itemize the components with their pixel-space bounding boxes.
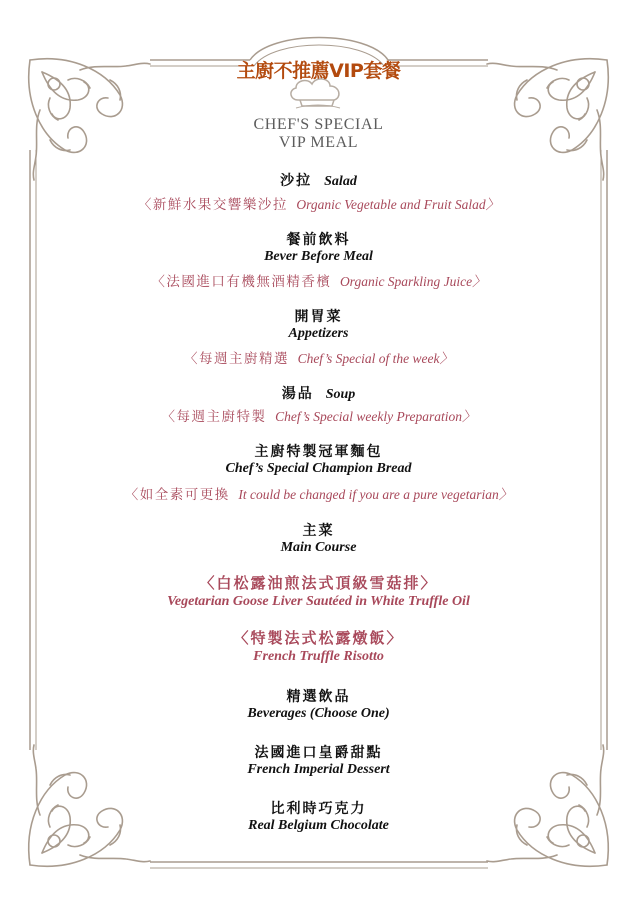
course-soup-en: Soup xyxy=(325,387,356,402)
course-dessert-en: French Imperial Dessert xyxy=(247,762,390,777)
course-appetizers-note-en: Chef’s Special of the week〉 xyxy=(297,351,454,366)
course-beverage-en: Bever Before Meal xyxy=(264,249,373,264)
course-salad-note-en: Organic Vegetable and Fruit Salad〉 xyxy=(296,197,500,212)
course-beverage-note-zh: 〈法國進口有機無酒精香檳 xyxy=(151,274,332,290)
course-bread-en: Chef’s Special Champion Bread xyxy=(225,461,412,476)
course-soup-note-en: Chef’s Special weekly Preparation〉 xyxy=(275,409,476,424)
course-beverage-note xyxy=(0,270,637,290)
main-dish1-en: Vegetarian Goose Liver Sautéed in White Truffle Oil xyxy=(167,594,470,609)
course-salad-note xyxy=(0,193,637,213)
course-soup-heading xyxy=(0,383,637,403)
course-bread-zh: 主廚特製冠軍麵包 xyxy=(254,444,383,460)
course-main-en: Main Course xyxy=(280,540,357,555)
course-appetizers-en: Appetizers xyxy=(288,326,349,341)
course-beverage-zh: 餐前飲料 xyxy=(286,232,351,248)
menu-title-line1: CHEF'S SPECIAL xyxy=(253,116,384,133)
main-dish1-zh: 〈白松露油煎法式頂級雪菇排〉 xyxy=(199,574,438,592)
course-salad-zh: 沙拉 xyxy=(280,173,313,189)
course-main-zh: 主菜 xyxy=(302,523,335,539)
course-bread-note xyxy=(0,483,637,503)
course-appetizers-zh: 開胃菜 xyxy=(294,309,343,325)
course-drinks-en: Beverages (Choose One) xyxy=(247,706,390,721)
main-dish2-zh: 〈特製法式松露燉飯〉 xyxy=(233,629,404,647)
banner-title: 主廚不推薦VIP套餐 xyxy=(236,60,401,82)
course-soup-note xyxy=(0,405,637,425)
course-dessert-zh: 法國進口皇爵甜點 xyxy=(254,745,383,761)
course-chocolate-en: Real Belgium Chocolate xyxy=(248,818,389,833)
course-salad-en: Salad xyxy=(324,174,357,189)
course-soup-zh: 湯品 xyxy=(281,386,314,402)
course-appetizers-note-zh: 〈每週主廚精選 xyxy=(183,351,289,367)
course-beverage-note-en: Organic Sparkling Juice〉 xyxy=(339,274,486,289)
course-bread-note-zh: 〈如全素可更換 xyxy=(124,487,230,503)
course-appetizers-note xyxy=(0,347,637,367)
course-drinks-zh: 精選飲品 xyxy=(286,689,351,705)
course-chocolate-zh: 比利時巧克力 xyxy=(270,801,367,817)
main-dish2-en: French Truffle Risotto xyxy=(253,649,384,664)
menu-title-line2: VIP MEAL xyxy=(278,134,359,151)
course-salad-heading xyxy=(0,170,637,190)
course-soup-note-zh: 〈每週主廚特製 xyxy=(161,409,267,425)
course-salad-note-zh: 〈新鮮水果交響樂沙拉 xyxy=(137,197,288,213)
course-bread-note-en: It could be changed if you are a pure vegetarian〉 xyxy=(238,487,513,502)
